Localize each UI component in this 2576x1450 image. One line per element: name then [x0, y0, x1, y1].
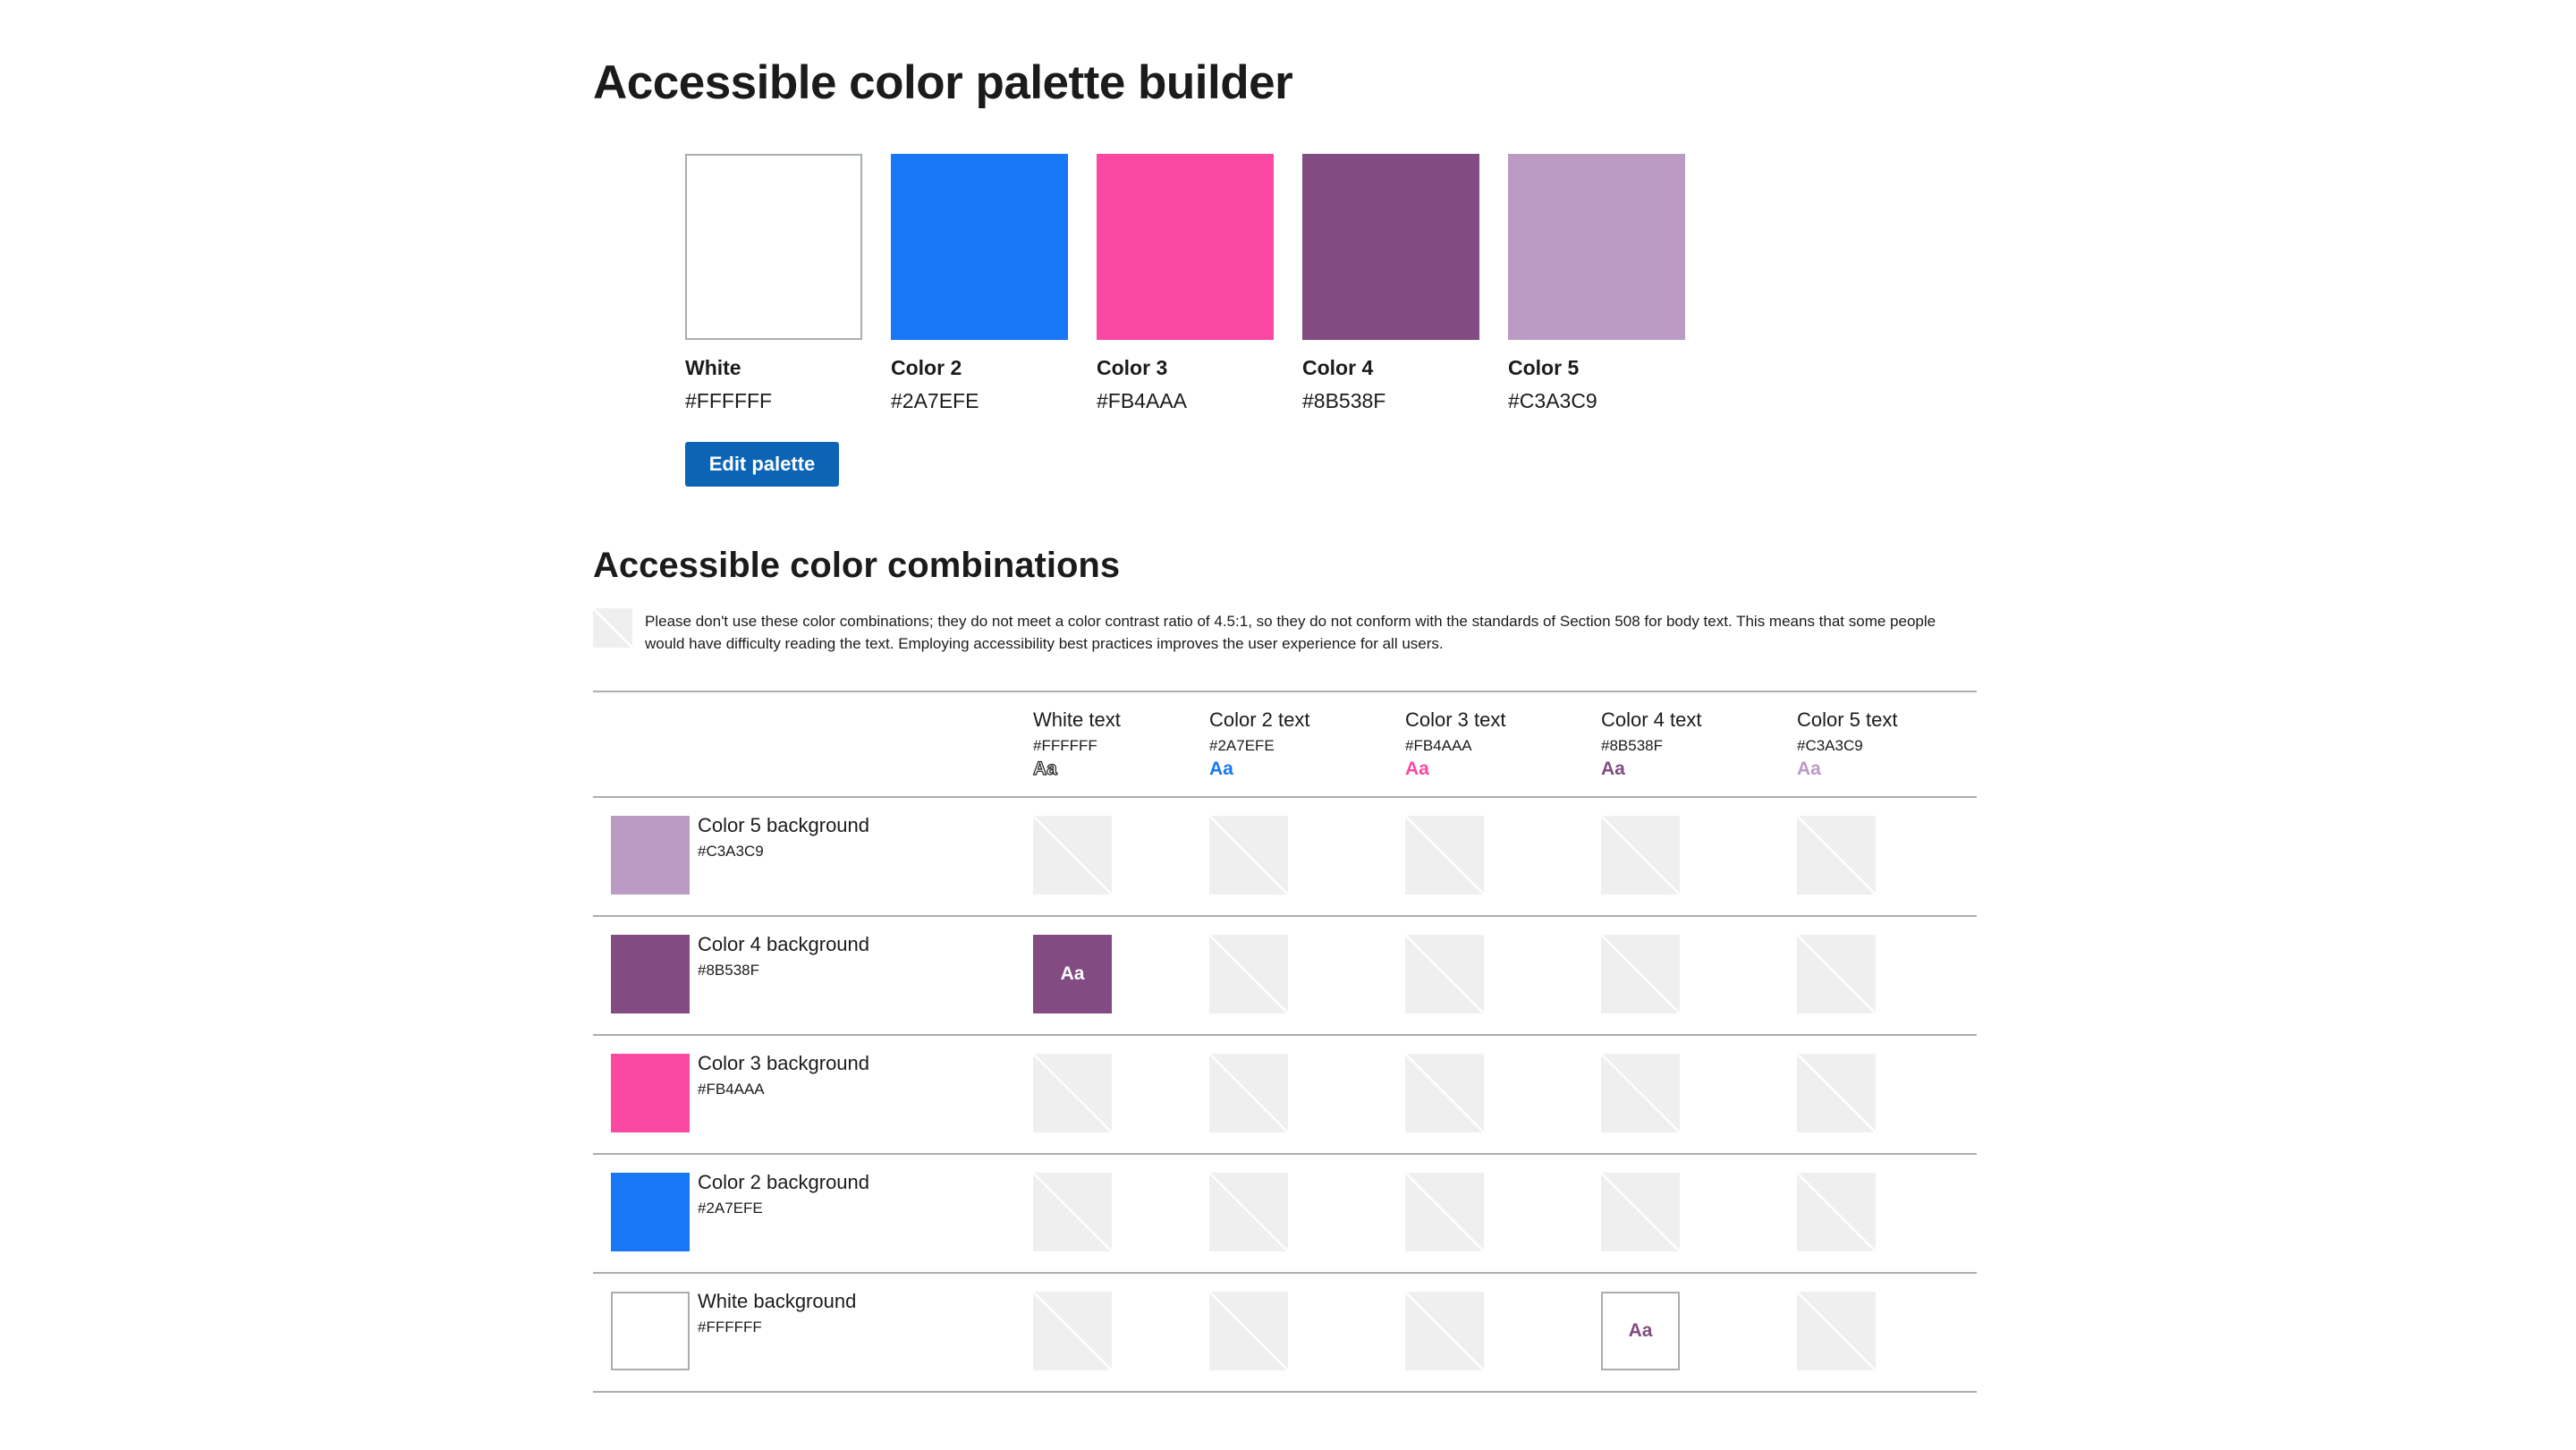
- combination-cell-unavailable: [1405, 1292, 1484, 1370]
- table-row-white-background: [593, 1274, 1977, 1393]
- notice-text: [645, 608, 1936, 655]
- combination-cell-sample: Aa: [1033, 935, 1112, 1013]
- table-row-color-4-background: [593, 917, 1977, 1036]
- column-hex: #FFFFFF: [1033, 737, 1097, 754]
- swatch-hex: #C3A3C9: [1508, 389, 1597, 412]
- not-accessible-icon: [593, 608, 632, 648]
- combination-cell-unavailable: [1601, 1054, 1680, 1132]
- swatch-hex: #FFFFFF: [685, 389, 773, 412]
- palette-swatch-color-3: [1097, 154, 1302, 413]
- column-label: Color 5 text: [1797, 708, 1898, 731]
- swatch-name: Color 4: [1302, 356, 1374, 379]
- notice-line: Please don't use these color combinations; they do not meet a color contrast ratio of 4.5:1, so they do not conform with the standards of Section 508 for body text. This means that some people: [645, 613, 1936, 630]
- failing-combination-notice: [593, 608, 1979, 655]
- combination-cell-unavailable: [1209, 935, 1288, 1013]
- swatch-color-box: [685, 154, 862, 340]
- column-label: White text: [1033, 708, 1121, 731]
- palette-swatches: [685, 154, 1714, 413]
- column-hex: #FB4AAA: [1405, 737, 1472, 754]
- row-hex: #C3A3C9: [698, 843, 764, 860]
- swatch-color-box: [1302, 154, 1479, 340]
- aa-sample: Aa: [1797, 759, 1821, 779]
- combination-cell-unavailable: [1209, 1292, 1288, 1370]
- combination-cell-unavailable: [1405, 1054, 1484, 1132]
- combination-cell-unavailable: [1033, 816, 1112, 895]
- combination-cell-unavailable: [1033, 1054, 1112, 1132]
- combination-cell-unavailable: [1797, 935, 1876, 1013]
- combination-cell-unavailable: [1797, 1054, 1876, 1132]
- palette-swatch-color-4: [1302, 154, 1508, 413]
- column-hex: #2A7EFE: [1209, 737, 1275, 754]
- column-header-color-2-text: [1209, 708, 1310, 780]
- column-header-color-4-text: [1601, 708, 1702, 780]
- combination-cell-unavailable: [1033, 1292, 1112, 1370]
- table-row-color-3-background: [593, 1036, 1977, 1155]
- row-label: Color 3 background: [698, 1052, 870, 1074]
- combination-cell-unavailable: [1033, 1173, 1112, 1251]
- row-label: Color 4 background: [698, 933, 870, 955]
- combination-cell-unavailable: [1797, 1173, 1876, 1251]
- aa-sample: Aa: [1033, 759, 1057, 779]
- swatch-hex: #8B538F: [1302, 389, 1386, 412]
- combination-cell-unavailable: [1405, 935, 1484, 1013]
- column-label: Color 2 text: [1209, 708, 1310, 731]
- column-label: Color 3 text: [1405, 708, 1506, 731]
- row-hex: #FB4AAA: [698, 1081, 765, 1098]
- row-hex: #8B538F: [698, 962, 759, 979]
- edit-palette-button[interactable]: Edit palette: [685, 442, 839, 487]
- column-hex: #8B538F: [1601, 737, 1663, 754]
- swatch-color-box: [1097, 154, 1274, 340]
- page-title: Accessible color palette builder: [593, 56, 1293, 109]
- swatch-hex: #2A7EFE: [891, 389, 979, 412]
- row-swatch: [611, 816, 690, 895]
- swatch-name: Color 2: [891, 356, 962, 379]
- swatch-name: Color 3: [1097, 356, 1168, 379]
- combination-cell-unavailable: [1405, 816, 1484, 895]
- row-swatch: [611, 1292, 690, 1370]
- row-label: Color 5 background: [698, 814, 870, 836]
- column-header-color-3-text: [1405, 708, 1506, 780]
- aa-sample: Aa: [1601, 759, 1625, 779]
- swatch-color-box: [891, 154, 1068, 340]
- combination-cell-unavailable: [1601, 816, 1680, 895]
- swatch-color-box: [1508, 154, 1685, 340]
- swatch-name: White: [685, 356, 741, 379]
- row-swatch: [611, 1173, 690, 1251]
- table-divider: [593, 1391, 1977, 1393]
- palette-swatch-color-2: [891, 154, 1097, 413]
- column-hex: #C3A3C9: [1797, 737, 1863, 754]
- row-hex: #2A7EFE: [698, 1200, 763, 1217]
- table-row-color-5-background: [593, 798, 1977, 917]
- aa-sample: Aa: [1405, 759, 1429, 779]
- swatch-hex: #FB4AAA: [1097, 389, 1187, 412]
- combination-cell-unavailable: [1601, 1173, 1680, 1251]
- table-row-color-2-background: [593, 1155, 1977, 1274]
- combination-cell-unavailable: [1209, 1173, 1288, 1251]
- row-swatch: [611, 935, 690, 1013]
- notice-line: would have difficulty reading the text. Employing accessibility best practices improves the user experience for all users.: [645, 635, 1444, 652]
- column-header-color-5-text: [1797, 708, 1898, 780]
- combination-cell-unavailable: [1797, 1292, 1876, 1370]
- combination-cell-unavailable: [1601, 935, 1680, 1013]
- row-swatch: [611, 1054, 690, 1132]
- table-divider: [593, 691, 1977, 692]
- column-header-white-text: [1033, 708, 1121, 780]
- row-label: Color 2 background: [698, 1171, 870, 1193]
- combinations-heading: Accessible color combinations: [593, 546, 1121, 585]
- combination-cell-unavailable: [1405, 1173, 1484, 1251]
- combination-cell-sample: Aa: [1601, 1292, 1680, 1370]
- row-hex: #FFFFFF: [698, 1319, 762, 1336]
- palette-swatch-color-5: [1508, 154, 1714, 413]
- combination-cell-unavailable: [1209, 1054, 1288, 1132]
- row-label: White background: [698, 1290, 857, 1312]
- palette-swatch-white: [685, 154, 891, 413]
- combination-cell-unavailable: [1209, 816, 1288, 895]
- combination-cell-unavailable: [1797, 816, 1876, 895]
- swatch-name: Color 5: [1508, 356, 1580, 379]
- column-label: Color 4 text: [1601, 708, 1702, 731]
- aa-sample: Aa: [1209, 759, 1233, 779]
